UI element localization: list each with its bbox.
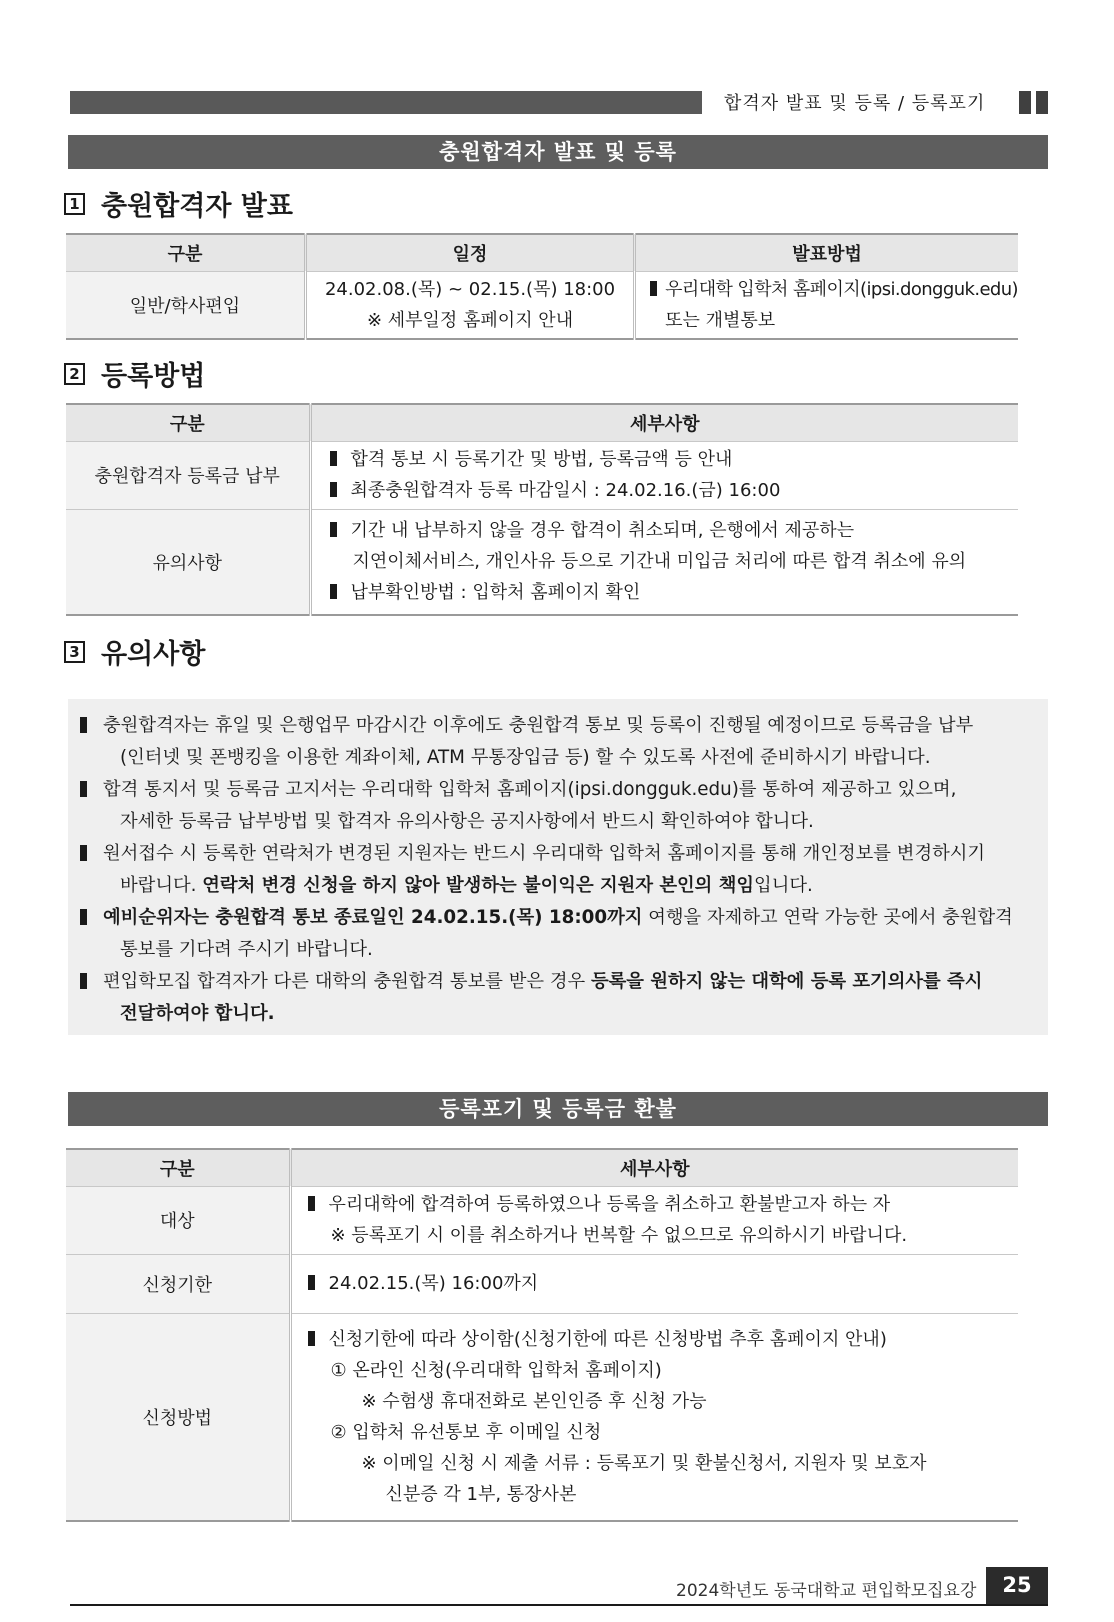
- number-box: 2: [64, 363, 85, 385]
- detail-text: 우리대학에 합격하여 등록하였으나 등록을 취소하고 환불받고자 하는 자: [328, 1194, 891, 1215]
- schedule-note: ※ 세부일정 홈페이지 안내: [366, 309, 574, 331]
- notes-box: [68, 699, 1048, 1035]
- bullet-icon: [330, 451, 337, 466]
- note-emphasis: 연락처 변경 신청을 하지 않아 발생하는 불이익은 지원자 본인의 책임: [202, 875, 755, 896]
- table-header: 구분: [66, 234, 305, 271]
- detail-text: ② 입학처 유선통보 후 이메일 신청: [330, 1421, 602, 1443]
- bullet-icon: [650, 281, 657, 296]
- detail-text: 최종충원합격자 등록 마감일시 : 24.02.16.(금) 16:00: [350, 480, 781, 501]
- bullet-icon: [80, 781, 87, 797]
- detail-cell: [290, 1254, 1018, 1313]
- number-box: 1: [64, 193, 85, 215]
- bullet-icon: [80, 973, 87, 989]
- detail-text: ※ 수험생 휴대전화로 본인인증 후 신청 가능: [361, 1390, 707, 1412]
- bullet-icon: [80, 845, 87, 861]
- detail-text: 납부확인방법 : 입학처 홈페이지 확인: [350, 582, 641, 604]
- header-title: 합격자 발표 및 등록 / 등록포기: [724, 93, 986, 114]
- note-text: 편입학모집 합격자가 다른 대학의 충원합격 통보를 받은 경우: [103, 971, 591, 992]
- header-block: [1019, 91, 1031, 114]
- detail-text: ※ 등록포기 시 이를 취소하거나 번복할 수 없으므로 유의하시기 바랍니다.: [330, 1225, 908, 1246]
- table-header: 구분: [66, 404, 310, 441]
- note-text: 바랍니다.: [120, 875, 203, 896]
- method-text: 또는 개별통보: [665, 309, 776, 331]
- note-text: (인터넷 및 폰뱅킹을 이용한 계좌이체, ATM 무통장입금 등) 할 수 있도록 사전에 준비하시기 바랍니다.: [120, 747, 931, 768]
- detail-text: 합격 통보 시 등록기간 및 방법, 등록금액 등 안내: [350, 449, 733, 470]
- note-text: 여행을 자제하고 연락 가능한 곳에서 충원합격: [642, 907, 1013, 928]
- note-emphasis: 예비순위자는 충원합격 통보 종료일인 24.02.15.(목) 18:00까지: [103, 907, 643, 928]
- note-emphasis: 전달하여야 합니다.: [120, 1003, 275, 1024]
- detail-cell: [310, 441, 1018, 509]
- method-cell: [635, 271, 1018, 339]
- bullet-icon: [80, 717, 87, 733]
- sub-heading-title: 등록방법: [101, 361, 206, 392]
- bullet-icon: [308, 1275, 315, 1290]
- page-number: 25: [986, 1567, 1048, 1604]
- note-emphasis: 등록을 원하지 않는 대학에 등록 포기의사를 즉시: [590, 971, 983, 992]
- row-label: 신청기한: [66, 1254, 290, 1313]
- detail-text: 지연이체서비스, 개인사유 등으로 기간내 미입금 처리에 따른 합격 취소에 유의: [352, 551, 967, 573]
- section-banner-refund: 등록포기 및 등록금 환불: [68, 1092, 1048, 1126]
- registration-table: [66, 403, 1018, 616]
- row-label: 유의사항: [66, 509, 310, 615]
- detail-text: ① 온라인 신청(우리대학 입학처 홈페이지): [330, 1359, 662, 1381]
- announcement-table: [66, 233, 1018, 340]
- bullet-icon: [330, 482, 337, 497]
- detail-cell: [310, 509, 1018, 615]
- footer-line: [70, 1604, 1048, 1606]
- header-bar: [70, 91, 702, 114]
- bullet-icon: [330, 584, 337, 599]
- detail-cell: [290, 1186, 1018, 1254]
- detail-text: 신분증 각 1부, 통장사본: [385, 1483, 577, 1505]
- sub-heading-title: 충원합격자 발표: [101, 191, 293, 222]
- bullet-icon: [308, 1196, 315, 1211]
- bullet-icon: [80, 909, 87, 925]
- row-label: 대상: [66, 1186, 290, 1254]
- note-text: 입니다.: [754, 875, 813, 896]
- bullet-icon: [308, 1331, 315, 1346]
- table-header: 일정: [305, 234, 634, 271]
- sub-heading-title: 유의사항: [101, 639, 206, 670]
- table-header: 세부사항: [310, 404, 1018, 441]
- schedule-text: 24.02.08.(목) ~ 02.15.(목) 18:00: [324, 278, 616, 300]
- sub-heading-notes: [64, 632, 205, 671]
- bullet-icon: [330, 522, 337, 537]
- sub-heading-announcement: [64, 184, 293, 223]
- method-text: 우리대학 입학처 홈페이지(ipsi.dongguk.edu): [665, 278, 1018, 300]
- note-text: 통보를 기다려 주시기 바랍니다.: [120, 939, 373, 960]
- note-text: 합격 통지서 및 등록금 고지서는 우리대학 입학처 홈페이지(ipsi.dongguk.edu)를 통하여 제공하고 있으며,: [103, 779, 957, 800]
- row-label: 일반/학사편입: [66, 271, 305, 339]
- sub-heading-registration: [64, 354, 205, 393]
- table-header: 세부사항: [290, 1149, 1018, 1186]
- note-text: 자세한 등록금 납부방법 및 합격자 유의사항은 공지사항에서 반드시 확인하여야 합니다.: [120, 811, 814, 832]
- table-header: 발표방법: [635, 234, 1018, 271]
- table-header: 구분: [66, 1149, 290, 1186]
- detail-cell: [290, 1313, 1018, 1521]
- footer-text: 2024학년도 동국대학교 편입학모집요강: [676, 1581, 977, 1601]
- detail-text: ※ 이메일 신청 시 제출 서류 : 등록포기 및 환불신청서, 지원자 및 보호자: [361, 1452, 927, 1474]
- schedule-cell: [305, 271, 634, 339]
- header-block: [1036, 91, 1048, 114]
- number-box: 3: [64, 641, 85, 663]
- note-text: 충원합격자는 휴일 및 은행업무 마감시간 이후에도 충원합격 통보 및 등록이 진행될 예정이므로 등록금을 납부: [103, 715, 974, 736]
- detail-text: 신청기한에 따라 상이함(신청기한에 따른 신청방법 추후 홈페이지 안내): [328, 1328, 887, 1350]
- refund-table: [66, 1148, 1018, 1522]
- row-label: 신청방법: [66, 1313, 290, 1521]
- section-banner-announcement: 충원합격자 발표 및 등록: [68, 135, 1048, 169]
- detail-text: 24.02.15.(목) 16:00까지: [328, 1273, 539, 1294]
- note-text: 원서접수 시 등록한 연락처가 변경된 지원자는 반드시 우리대학 입학처 홈페이지를 통해 개인정보를 변경하시기: [103, 843, 986, 864]
- detail-text: 기간 내 납부하지 않을 경우 합격이 취소되며, 은행에서 제공하는: [350, 520, 855, 542]
- row-label: 충원합격자 등록금 납부: [66, 441, 310, 509]
